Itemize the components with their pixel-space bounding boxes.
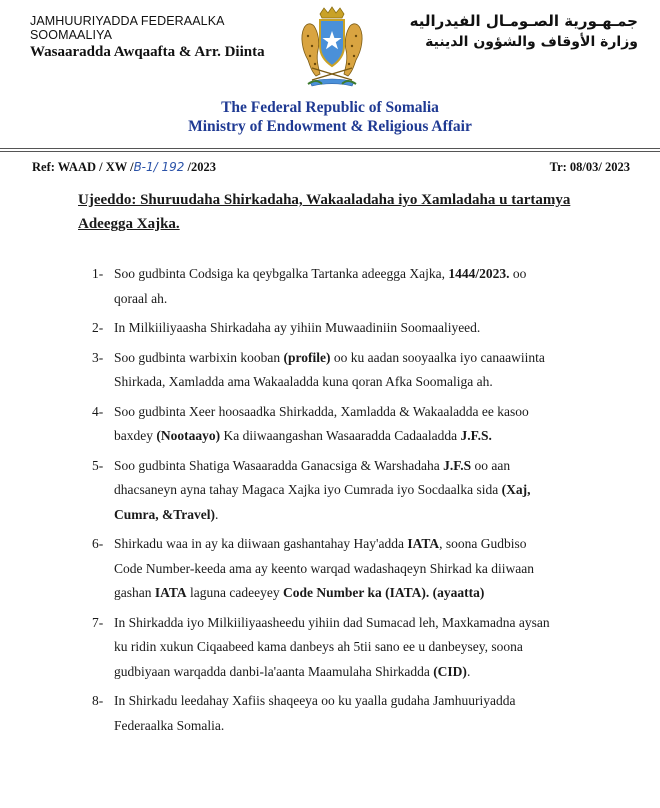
item-number: 2-: [92, 320, 104, 335]
item-line: [114, 660, 590, 685]
reference-suffix: /2023: [184, 160, 216, 174]
reference-prefix: Ref: WAAD / XW /: [32, 160, 134, 174]
item-bold-text: (Xaj,: [501, 482, 531, 497]
title-ministry: Ministry of Endowment & Religious Affair: [188, 118, 472, 135]
item-bold-text: Cumra, &Travel): [114, 506, 215, 522]
item-text: qoraal ah.: [114, 290, 168, 306]
header-right-republic-arabic: جمـهـورية الصـومـال الفيدراليه: [409, 12, 638, 30]
item-text: laguna cadeeyey: [186, 585, 283, 600]
item-bold-text: (profile): [283, 349, 331, 365]
list-item: [78, 262, 590, 311]
item-line: [114, 262, 590, 287]
subject-line: [78, 188, 588, 236]
item-bold-text: IATA: [407, 536, 440, 551]
header-left-republic: JAMHUURIYADDA FEDERAALKA SOOMAALIYA: [30, 14, 224, 42]
item-text: ku ridin xukun Ciqaabeed kama danbeys ah 5tii sano ee u danbeysey, soona: [114, 639, 523, 654]
item-text: Soo gudbinta Xeer hoosaadka Shirkadda, Xamladda & Wakaaladda ee kasoo: [114, 403, 529, 419]
item-text: Soo gudbinta Shatiga Wasaaradda Ganacsiga & Warshadaha: [114, 457, 444, 473]
item-text: , soona Gudbiso: [439, 536, 527, 551]
header-left: [30, 14, 290, 61]
item-bold-text: (CID): [433, 663, 467, 679]
item-text: .: [214, 506, 219, 522]
reference-number: [32, 160, 216, 175]
list-item: [78, 454, 590, 528]
header-divider-top: [0, 148, 660, 149]
item-number: 8-: [92, 693, 104, 708]
item-text: dhacsaneyn ayna tahay Magaca Xajka iyo Cumrada iyo Socdaalka sida: [114, 482, 502, 497]
list-item: [78, 400, 590, 449]
item-line: [114, 532, 590, 557]
item-text: oo ku aadan sooyaalka iyo canaawiinta: [330, 349, 545, 365]
somalia-coat-of-arms-icon: [290, 6, 374, 90]
document-date: Tr: 08/03/ 2023: [549, 160, 630, 174]
item-number: 6-: [92, 536, 104, 551]
item-line: [114, 454, 590, 479]
subject-line-2: Adeegga Xajka.: [78, 216, 180, 232]
list-item: [78, 611, 590, 685]
item-bold-text: J.F.S: [443, 457, 472, 473]
list-item: [78, 689, 590, 738]
item-bold-text: 1444/2023.: [448, 266, 510, 281]
document-titles: [0, 98, 660, 136]
item-text: .: [466, 663, 471, 679]
item-text: gashan: [114, 585, 155, 600]
item-text: Shirkada, Xamladda ama Wakaaladda kuna qoran Afka Soomaliga ah.: [114, 374, 493, 389]
item-text: Code Number-keeda ama ay keento warqad wadashaqeyn Shirkad ka diiwaan: [114, 560, 534, 576]
reference-handwritten-number: B-1/ 192: [133, 160, 185, 174]
item-number: 5-: [92, 457, 104, 473]
requirements-list: [78, 262, 590, 743]
item-bold-text: Code Number ka (IATA). (ayaatta): [282, 585, 485, 600]
item-text: oo aan: [471, 457, 511, 473]
item-bold-text: (Nootaayo): [156, 428, 221, 443]
item-number: 4-: [92, 403, 104, 419]
item-text: Soo gudbinta Codsiga ka qeybgalka Tartanka adeegga Xajka,: [114, 266, 449, 281]
item-text: Shirkadu waa in ay ka diiwaan gashantahay Hay'adda: [114, 536, 408, 551]
item-text: Soo gudbinta warbixin kooban: [114, 349, 284, 365]
item-line: [114, 503, 590, 528]
item-number: 7-: [92, 614, 104, 630]
item-text: In Milkiiliyaasha Shirkadaha ay yihiin Muwaadiniin Soomaaliyeed.: [114, 320, 481, 335]
header-divider-bottom: [0, 151, 660, 152]
item-text: baxdey: [114, 428, 157, 443]
item-line: [114, 346, 590, 371]
header-left-ministry: Wasaaradda Awqaafta & Arr. Diinta: [30, 44, 265, 60]
item-bold-text: J.F.S.: [460, 428, 492, 443]
item-text: In Shirkadu leedahay Xafiis shaqeeya oo ku yaalla gudaha Jamhuuriyadda: [114, 693, 516, 708]
subject-line-1: Ujeeddo: Shuruudaha Shirkadaha, Wakaaladaha iyo Xamladaha u tartamya: [78, 192, 571, 208]
header-right-ministry-arabic: وزارة الأوقاف والشؤون الدينية: [425, 34, 638, 50]
item-number: 1-: [92, 266, 104, 281]
item-text: In Shirkadda iyo Milkiiliyaasheedu yihiin dad Sumacad leh, Maxkamadna aysan: [114, 614, 550, 630]
item-text: Ka diiwaangashan Wasaaradda Cadaaladda: [220, 428, 461, 443]
item-number: 3-: [92, 349, 104, 365]
list-item: [78, 316, 590, 341]
item-line: [114, 478, 590, 503]
list-item: [78, 346, 590, 395]
item-line: [114, 424, 590, 449]
item-text: oo: [509, 266, 527, 281]
item-text: gudbiyaan warqadda danbi-la'aanta Maamulaha Shirkadda: [114, 663, 434, 679]
header-right: [388, 12, 638, 50]
item-text: Federaalka Somalia.: [114, 717, 225, 733]
item-line: [114, 581, 590, 606]
item-bold-text: IATA: [154, 585, 187, 600]
title-republic: The Federal Republic of Somalia: [221, 99, 439, 116]
list-item: [78, 532, 590, 606]
